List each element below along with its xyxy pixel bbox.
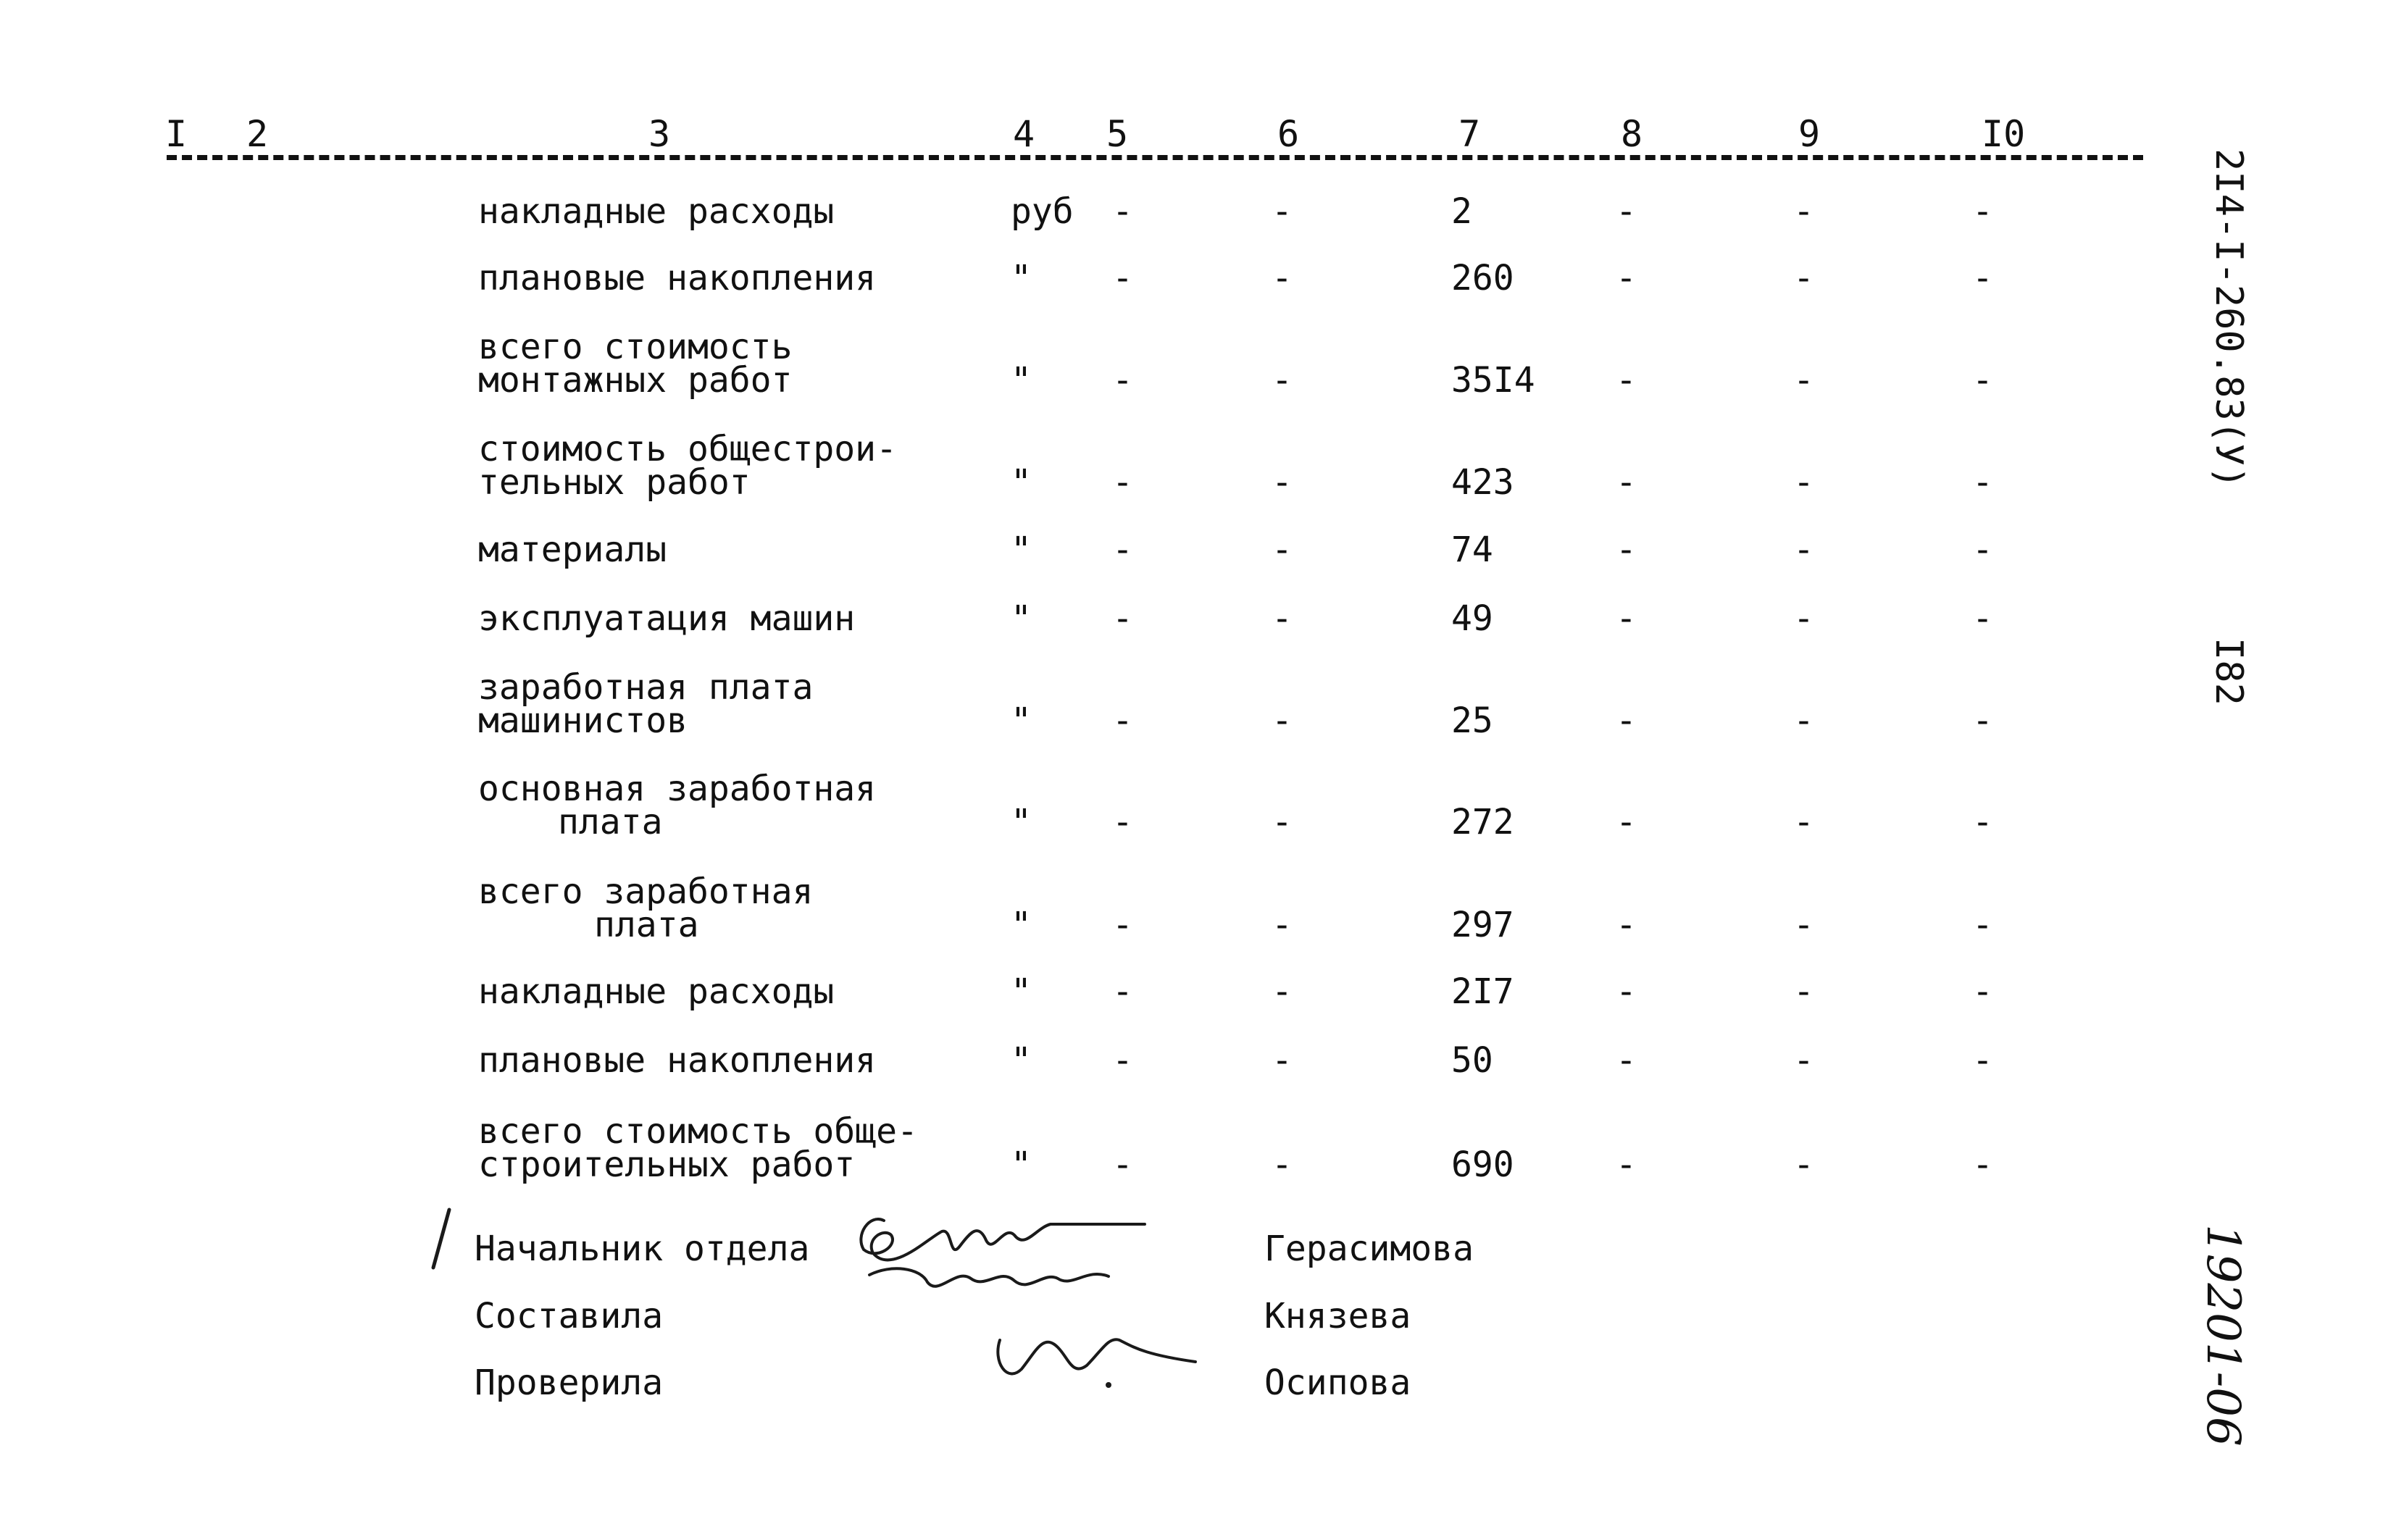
row-name: накладные расходы [478, 971, 835, 1012]
row-col10: - [1972, 598, 1993, 639]
row-name: заработная плата машинистов [478, 667, 814, 741]
row-col9: - [1793, 1144, 1814, 1185]
row-col6: - [1272, 700, 1293, 741]
row-col6: - [1272, 191, 1293, 232]
row-col6: - [1272, 971, 1293, 1012]
row-value: 74 [1451, 530, 1493, 570]
document-code: 2I4-I-260.83(У) [2207, 148, 2250, 489]
row-value: 2 [1451, 191, 1472, 232]
row-col10: - [1972, 1144, 1993, 1185]
row-col9: - [1793, 598, 1814, 639]
signature-role: Составила [475, 1296, 664, 1336]
row-col9: - [1793, 360, 1814, 401]
row-value: 50 [1451, 1040, 1493, 1081]
row-unit: " [1011, 905, 1032, 945]
row-col6: - [1272, 258, 1293, 298]
row-col5: - [1112, 191, 1133, 232]
row-col9: - [1793, 258, 1814, 298]
row-col6: - [1272, 1144, 1293, 1185]
row-col9: - [1793, 971, 1814, 1012]
row-name: материалы [478, 530, 667, 570]
row-unit: " [1011, 598, 1032, 639]
row-col6: - [1272, 598, 1293, 639]
header-rule [167, 155, 2143, 160]
row-col6: - [1272, 360, 1293, 401]
row-col6: - [1272, 530, 1293, 570]
row-col8: - [1616, 360, 1637, 401]
row-value: 423 [1451, 462, 1514, 503]
row-unit: " [1011, 258, 1032, 298]
row-unit: " [1011, 530, 1032, 570]
row-value: 690 [1451, 1144, 1514, 1185]
row-value: 260 [1451, 258, 1514, 298]
row-col10: - [1972, 1040, 1993, 1081]
row-name: всего стоимость монтажных работ [478, 327, 793, 401]
row-name: плановые накопления [478, 1040, 877, 1081]
row-col10: - [1972, 191, 1993, 232]
row-unit: " [1011, 462, 1032, 503]
column-header-5: 5 [1106, 113, 1129, 155]
row-col10: - [1972, 360, 1993, 401]
row-col9: - [1793, 905, 1814, 945]
row-col10: - [1972, 905, 1993, 945]
column-header-2: 2 [246, 113, 269, 155]
row-name: всего стоимость обще- строительных работ [478, 1111, 918, 1185]
row-col8: - [1616, 1040, 1637, 1081]
row-col8: - [1616, 700, 1637, 741]
column-header-6: 6 [1277, 113, 1300, 155]
row-col8: - [1616, 258, 1637, 298]
row-unit: " [1011, 700, 1032, 741]
row-col10: - [1972, 802, 1993, 842]
row-value: 25 [1451, 700, 1493, 741]
column-header-7: 7 [1458, 113, 1481, 155]
row-unit: " [1011, 1144, 1032, 1185]
signature-name: Осипова [1264, 1363, 1411, 1403]
row-value: 35I4 [1451, 360, 1535, 401]
row-unit: " [1011, 802, 1032, 842]
row-col5: - [1112, 971, 1133, 1012]
row-col8: - [1616, 191, 1637, 232]
row-col5: - [1112, 1144, 1133, 1185]
row-name: стоимость общестрои- тельных работ [478, 429, 897, 503]
row-col5: - [1112, 598, 1133, 639]
row-value: 272 [1451, 802, 1514, 842]
row-col9: - [1793, 191, 1814, 232]
archive-number: 19201-06 [2196, 1224, 2250, 1447]
signature-name: Князева [1264, 1296, 1411, 1336]
row-col6: - [1272, 905, 1293, 945]
row-col5: - [1112, 258, 1133, 298]
row-value: 2I7 [1451, 971, 1514, 1012]
row-col6: - [1272, 802, 1293, 842]
row-col9: - [1793, 462, 1814, 503]
signature-name: Герасимова [1264, 1229, 1474, 1269]
row-name: накладные расходы [478, 191, 835, 232]
column-header-1: I [165, 113, 188, 155]
row-col10: - [1972, 258, 1993, 298]
row-col10: - [1972, 462, 1993, 503]
row-col5: - [1112, 360, 1133, 401]
row-col8: - [1616, 598, 1637, 639]
row-col9: - [1793, 700, 1814, 741]
row-col6: - [1272, 462, 1293, 503]
row-col8: - [1616, 530, 1637, 570]
row-unit: " [1011, 1040, 1032, 1081]
signature-role: Начальник отдела [475, 1229, 810, 1269]
row-col5: - [1112, 802, 1133, 842]
handwritten-signature [420, 1195, 1239, 1434]
column-header-9: 9 [1798, 113, 1821, 155]
row-col8: - [1616, 971, 1637, 1012]
page-number: I82 [2207, 637, 2250, 706]
row-col5: - [1112, 462, 1133, 503]
row-value: 49 [1451, 598, 1493, 639]
row-col8: - [1616, 905, 1637, 945]
row-col10: - [1972, 971, 1993, 1012]
row-col8: - [1616, 802, 1637, 842]
row-col5: - [1112, 530, 1133, 570]
row-col9: - [1793, 1040, 1814, 1081]
row-col9: - [1793, 802, 1814, 842]
row-col5: - [1112, 905, 1133, 945]
row-col9: - [1793, 530, 1814, 570]
row-col10: - [1972, 700, 1993, 741]
row-value: 297 [1451, 905, 1514, 945]
row-col8: - [1616, 1144, 1637, 1185]
column-header-3: 3 [648, 113, 671, 155]
row-col8: - [1616, 462, 1637, 503]
row-name: плановые накопления [478, 258, 877, 298]
row-unit: " [1011, 360, 1032, 401]
column-header-8: 8 [1621, 113, 1643, 155]
row-name: эксплуатация машин [478, 598, 856, 639]
signature-role: Проверила [475, 1363, 664, 1403]
row-unit: " [1011, 971, 1032, 1012]
row-col10: - [1972, 530, 1993, 570]
row-unit: руб [1011, 191, 1074, 232]
row-name: основная заработная плата [478, 769, 877, 842]
row-col6: - [1272, 1040, 1293, 1081]
row-col5: - [1112, 700, 1133, 741]
row-name: всего заработная плата [478, 871, 814, 945]
row-col5: - [1112, 1040, 1133, 1081]
column-header-4: 4 [1013, 113, 1035, 155]
column-header-10: I0 [1982, 113, 2026, 155]
